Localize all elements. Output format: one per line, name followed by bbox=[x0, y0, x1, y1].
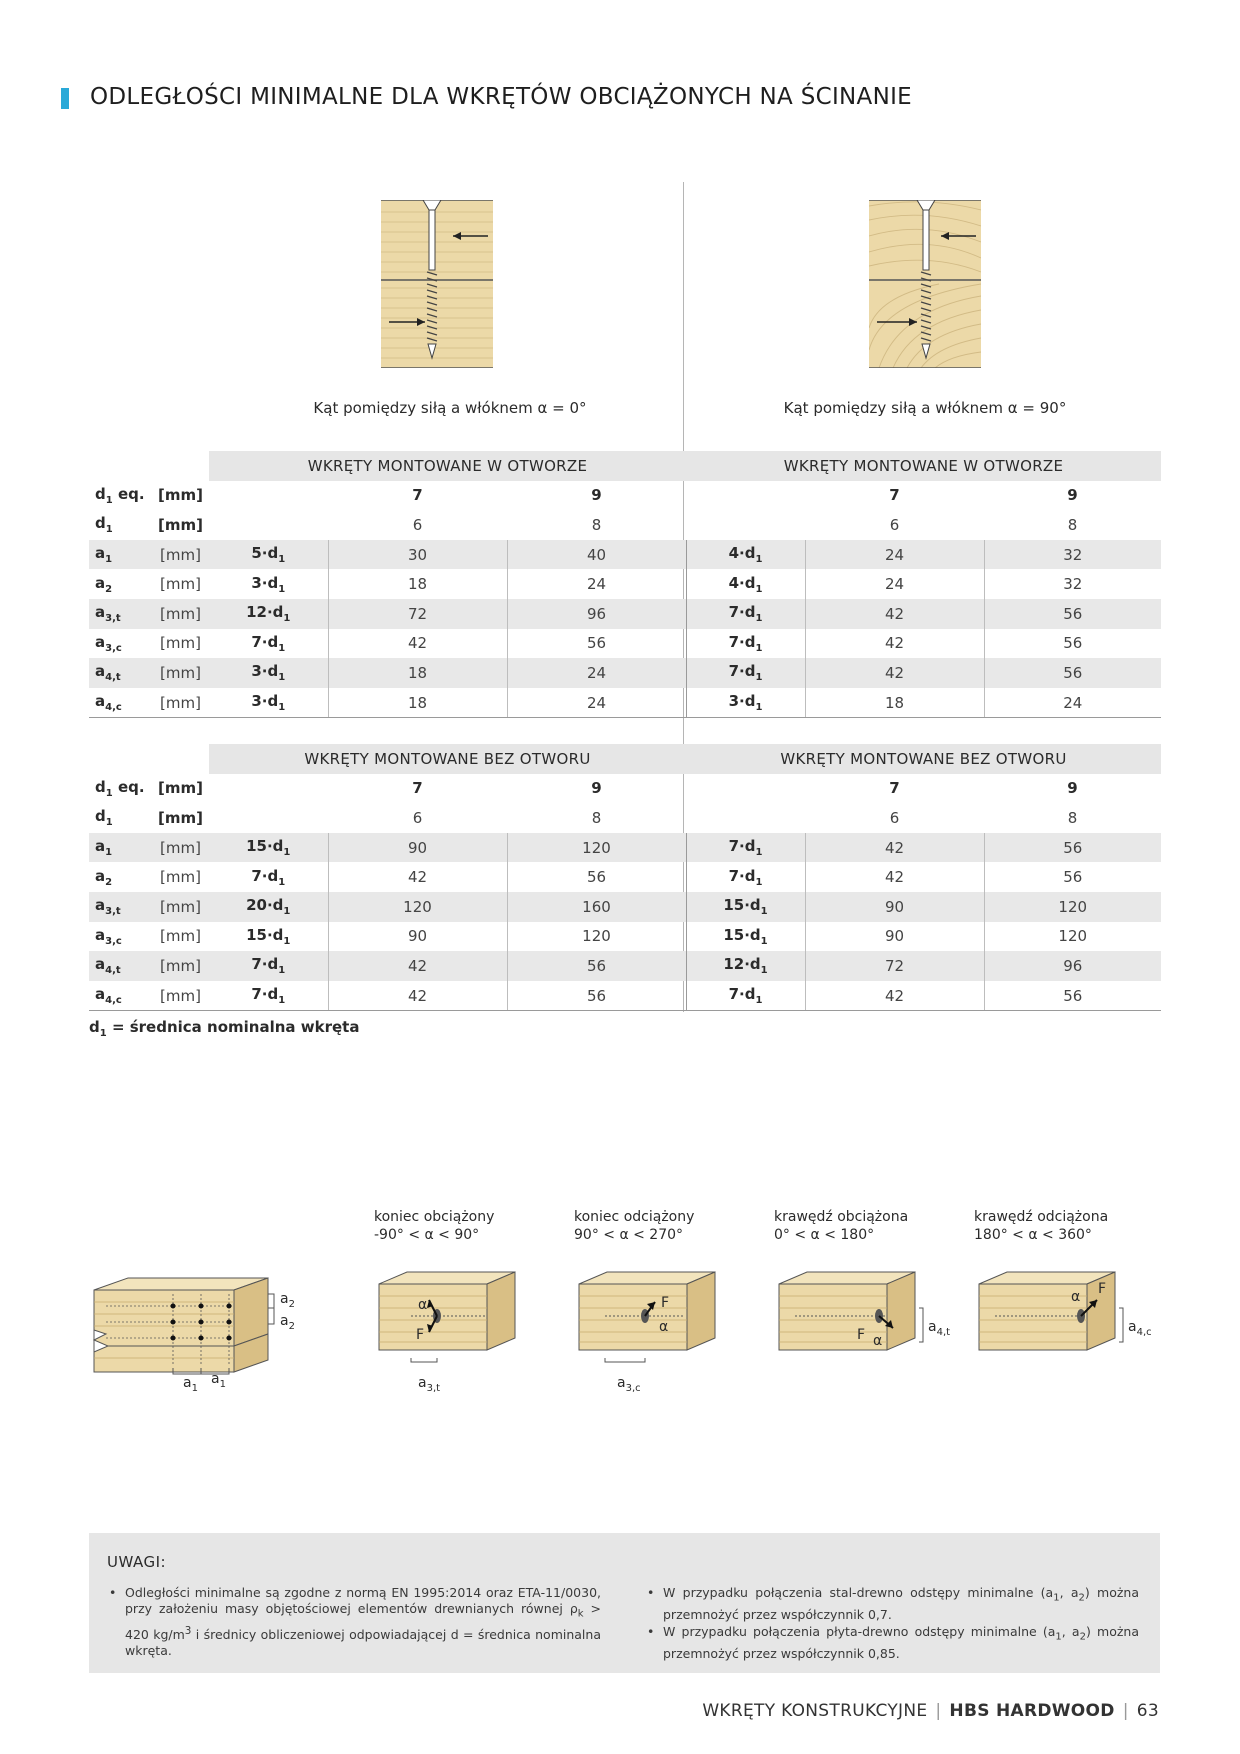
caption-angle-0: Kąt pomiędzy siłą a włóknem α = 0° bbox=[313, 399, 587, 417]
table-cell: 160 bbox=[507, 892, 686, 922]
table-cell: 120 bbox=[984, 892, 1161, 922]
label-a2-top: $a_2$ bbox=[280, 1291, 295, 1310]
table-cell: $15\cdot d_1$ bbox=[246, 925, 291, 947]
table-row bbox=[89, 833, 1161, 863]
row-d1: $d_1$ [mm] 6 8 6 8 bbox=[95, 514, 1078, 536]
table-cell: 72 bbox=[805, 951, 984, 981]
table-cell: $7\cdot d_1$ bbox=[251, 632, 286, 654]
table-cell: $3\cdot d_1$ bbox=[686, 688, 805, 718]
table-cell: $a_{3,t}$ bbox=[89, 599, 152, 629]
diagram-4-angle: α bbox=[1071, 1289, 1081, 1305]
table-cell: 96 bbox=[984, 951, 1161, 981]
diagram-2-title: koniec odciążony 90° < α < 270° bbox=[574, 1209, 695, 1243]
screw-parallel-illustration bbox=[381, 200, 493, 368]
table-cell: $12\cdot d_1$ bbox=[209, 599, 328, 629]
table-cell: 120 bbox=[507, 833, 686, 863]
table-cell: [mm] bbox=[152, 981, 209, 1011]
table-cell: [mm] bbox=[152, 688, 209, 718]
table-cell: 18 bbox=[328, 658, 507, 688]
table-header-row bbox=[89, 744, 1161, 774]
diagram-3-angle: α bbox=[873, 1333, 883, 1349]
diagram-3-title: krawędź obciążona 0° < α < 180° bbox=[774, 1209, 909, 1243]
table-row bbox=[89, 629, 1161, 659]
diagram-4-force: F bbox=[1098, 1281, 1107, 1297]
diagram-3-dim: $a_{4,t}$ bbox=[928, 1319, 951, 1338]
table-cell: 56 bbox=[507, 629, 686, 659]
table-cell: $20\cdot d_1$ bbox=[209, 892, 328, 922]
table-cell: $15\cdot d_1$ bbox=[209, 833, 328, 863]
table-cell: 24 bbox=[805, 569, 984, 599]
table-cell: 32 bbox=[984, 540, 1161, 570]
table-row bbox=[89, 951, 1161, 981]
title-accent-bar bbox=[61, 88, 69, 109]
table-no-predrill bbox=[89, 744, 1161, 1011]
diagram-4-title: krawędź odciążona 180° < α < 360° bbox=[974, 1209, 1109, 1243]
notes-box bbox=[89, 1533, 1160, 1673]
table-cell: 90 bbox=[328, 833, 507, 863]
diagram-2-dim: $a_{3,c}$ bbox=[617, 1375, 641, 1394]
table-cell: [mm] bbox=[152, 658, 209, 688]
table-cell: 90 bbox=[805, 892, 984, 922]
table-cell: $7\cdot d_1$ bbox=[686, 599, 805, 629]
page-number: 63 bbox=[1136, 1701, 1159, 1721]
table-cell: 42 bbox=[805, 833, 984, 863]
table-cell: $3\cdot d_1$ bbox=[251, 573, 286, 595]
table-cell: 40 bbox=[507, 540, 686, 570]
table-cell: 56 bbox=[507, 862, 686, 892]
diagram-3-force: F bbox=[857, 1327, 866, 1343]
table-row bbox=[89, 922, 1161, 952]
table-cell: $7\cdot d_1$ bbox=[686, 658, 805, 688]
notes-title: UWAGI: bbox=[107, 1553, 167, 1571]
table-cell: $a_1$ bbox=[89, 540, 152, 570]
table-cell: 18 bbox=[805, 688, 984, 718]
diagram-3-block bbox=[775, 1268, 935, 1378]
table-cell: 24 bbox=[507, 658, 686, 688]
table-cell: 42 bbox=[805, 981, 984, 1011]
table-cell: 56 bbox=[984, 599, 1161, 629]
table-cell: $7\cdot d_1$ bbox=[686, 629, 805, 659]
row-d1: $d_1$ [mm] 6 8 6 8 bbox=[95, 807, 1078, 829]
table-cell: $a_{4,t}$ bbox=[89, 951, 152, 981]
table-row bbox=[89, 981, 1161, 1011]
table-cell: [mm] bbox=[160, 634, 201, 653]
diagram-1-dim: $a_{3,t}$ bbox=[418, 1375, 441, 1394]
table-cell: 32 bbox=[984, 569, 1161, 599]
table-row bbox=[89, 599, 1161, 629]
table-cell: $3\cdot d_1$ bbox=[209, 658, 328, 688]
table-cell: 56 bbox=[984, 833, 1161, 863]
table-row bbox=[89, 862, 1161, 892]
table-cell: [mm] bbox=[152, 833, 209, 863]
table-row bbox=[89, 540, 1161, 570]
table-cell: 56 bbox=[507, 951, 686, 981]
table-cell: 30 bbox=[328, 540, 507, 570]
table-cell: 42 bbox=[328, 862, 507, 892]
table-cell: $a_{3,c}$ bbox=[95, 632, 122, 654]
table-cell: 24 bbox=[984, 688, 1161, 718]
table-cell: [mm] bbox=[152, 540, 209, 570]
label-a1-right: $a_1$ bbox=[211, 1371, 226, 1390]
table-cell: $7\cdot d_1$ bbox=[209, 981, 328, 1011]
footer-section: WKRĘTY KONSTRUKCYJNE bbox=[702, 1701, 928, 1721]
screw-perpendicular-illustration bbox=[869, 200, 981, 368]
label-a1-left: $a_1$ bbox=[183, 1375, 198, 1394]
table-cell: $a_{4,c}$ bbox=[89, 981, 152, 1011]
table-cell: $5\cdot d_1$ bbox=[209, 540, 328, 570]
diagram-2-force: F bbox=[661, 1295, 670, 1311]
table-cell: 90 bbox=[805, 922, 984, 952]
table-row bbox=[89, 658, 1161, 688]
row-d1eq: $d_1$ eq. [mm] 7 9 7 9 bbox=[95, 777, 1078, 799]
table-row bbox=[89, 569, 1161, 599]
table-cell: 120 bbox=[984, 922, 1161, 952]
footnote: $d_1$ = średnica nominalna wkręta bbox=[89, 1018, 360, 1039]
table-cell: 56 bbox=[984, 629, 1161, 659]
table-cell: [mm] bbox=[160, 927, 201, 946]
table-cell: 24 bbox=[507, 569, 686, 599]
table-cell: 120 bbox=[328, 892, 507, 922]
table-cell: 18 bbox=[328, 688, 507, 718]
table-cell: $7\cdot d_1$ bbox=[251, 866, 286, 888]
table-cell: $15\cdot d_1$ bbox=[686, 892, 805, 922]
diagram-1-angle: α bbox=[418, 1297, 428, 1313]
table-cell: [mm] bbox=[160, 868, 201, 887]
table-cell: [mm] bbox=[152, 951, 209, 981]
table-cell: 42 bbox=[805, 658, 984, 688]
table-cell: $a_2$ bbox=[95, 573, 113, 595]
table-cell: $7\cdot d_1$ bbox=[209, 951, 328, 981]
table-cell: $a_{4,t}$ bbox=[89, 658, 152, 688]
table-cell: 24 bbox=[507, 688, 686, 718]
diagram-4-block bbox=[975, 1268, 1135, 1378]
table-cell: 24 bbox=[805, 540, 984, 570]
header-predrilled-0: WKRĘTY MONTOWANE W OTWORZE bbox=[209, 451, 686, 481]
table-cell: $3\cdot d_1$ bbox=[209, 688, 328, 718]
label-a2-bottom: $a_2$ bbox=[280, 1313, 295, 1332]
table-cell: 56 bbox=[984, 862, 1161, 892]
table-cell: $15\cdot d_1$ bbox=[686, 922, 805, 952]
table-cell: 18 bbox=[328, 569, 507, 599]
diagram-1-block bbox=[375, 1268, 525, 1378]
row-d1eq: $d_1$ eq. [mm] 7 9 7 9 bbox=[95, 484, 1078, 506]
table-header-row bbox=[89, 451, 1161, 481]
footer-brand: HBS HARDWOOD bbox=[949, 1701, 1115, 1721]
diagram-1-force: F bbox=[416, 1327, 425, 1343]
header-nodrill-90: WKRĘTY MONTOWANE BEZ OTWORU bbox=[686, 744, 1161, 774]
table-cell: [mm] bbox=[152, 892, 209, 922]
table-cell: 42 bbox=[328, 981, 507, 1011]
table-cell: 56 bbox=[984, 658, 1161, 688]
table-cell: $a_2$ bbox=[95, 866, 113, 888]
table-cell: 42 bbox=[805, 862, 984, 892]
table-cell: $4\cdot d_1$ bbox=[686, 569, 805, 599]
note-1: • Odległości minimalne są zgodne z normą EN 1995:2014 oraz ETA-11/0030, przy założeniu masy objętościowej elementów drewnianych równej $\rho_k > 420$ $kg/m^3$ i średnicy obliczeniowej odpowiadającej d = średnica nominalna wkręta. bbox=[125, 1585, 601, 1659]
diagram-2-angle: α bbox=[659, 1319, 669, 1335]
page-footer: WKRĘTY KONSTRUKCYJNE | HBS HARDWOOD | 63 bbox=[702, 1701, 1159, 1721]
table-cell: 120 bbox=[507, 922, 686, 952]
table-cell: $a_{4,c}$ bbox=[89, 688, 152, 718]
table-cell: $12\cdot d_1$ bbox=[686, 951, 805, 981]
table-cell: $a_{3,t}$ bbox=[89, 892, 152, 922]
table-cell: 42 bbox=[328, 629, 507, 659]
table-cell: 42 bbox=[328, 951, 507, 981]
table-cell: $7\cdot d_1$ bbox=[686, 981, 805, 1011]
table-row bbox=[89, 688, 1161, 718]
table-cell: 42 bbox=[805, 599, 984, 629]
diagram-1-title: koniec obciążony -90° < α < 90° bbox=[374, 1209, 495, 1243]
diagram-4-dim: $a_{4,c}$ bbox=[1128, 1319, 1152, 1338]
table-cell: 56 bbox=[507, 981, 686, 1011]
table-cell: $a_1$ bbox=[89, 833, 152, 863]
page-title: ODLEGŁOŚCI MINIMALNE DLA WKRĘTÓW OBCIĄŻONYCH NA ŚCINANIE bbox=[90, 84, 912, 110]
table-cell: [mm] bbox=[152, 599, 209, 629]
table-row bbox=[89, 892, 1161, 922]
table-cell: $7\cdot d_1$ bbox=[686, 862, 805, 892]
note-3: • W przypadku połączenia płyta-drewno odstępy minimalne ($a_1$, $a_2$) można przemnożyć przez współczynnik 0,85. bbox=[663, 1624, 1139, 1662]
header-nodrill-0: WKRĘTY MONTOWANE BEZ OTWORU bbox=[209, 744, 686, 774]
table-cell: 56 bbox=[984, 981, 1161, 1011]
header-predrilled-90: WKRĘTY MONTOWANE W OTWORZE bbox=[686, 451, 1161, 481]
table-cell: 42 bbox=[805, 629, 984, 659]
caption-angle-90: Kąt pomiędzy siłą a włóknem α = 90° bbox=[783, 399, 1067, 417]
table-predrilled bbox=[89, 451, 1161, 718]
table-cell: $7\cdot d_1$ bbox=[686, 833, 805, 863]
diagram-2-block bbox=[575, 1268, 725, 1378]
note-2: • W przypadku połączenia stal-drewno odstępy minimalne ($a_1$, $a_2$) można przemnożyć przez współczynnik 0,7. bbox=[663, 1585, 1139, 1623]
table-cell: 96 bbox=[507, 599, 686, 629]
table-cell: $4\cdot d_1$ bbox=[686, 540, 805, 570]
table-cell: 90 bbox=[328, 922, 507, 952]
table-cell: [mm] bbox=[160, 575, 201, 594]
table-cell: 72 bbox=[328, 599, 507, 629]
table-cell: $a_{3,c}$ bbox=[95, 925, 122, 947]
